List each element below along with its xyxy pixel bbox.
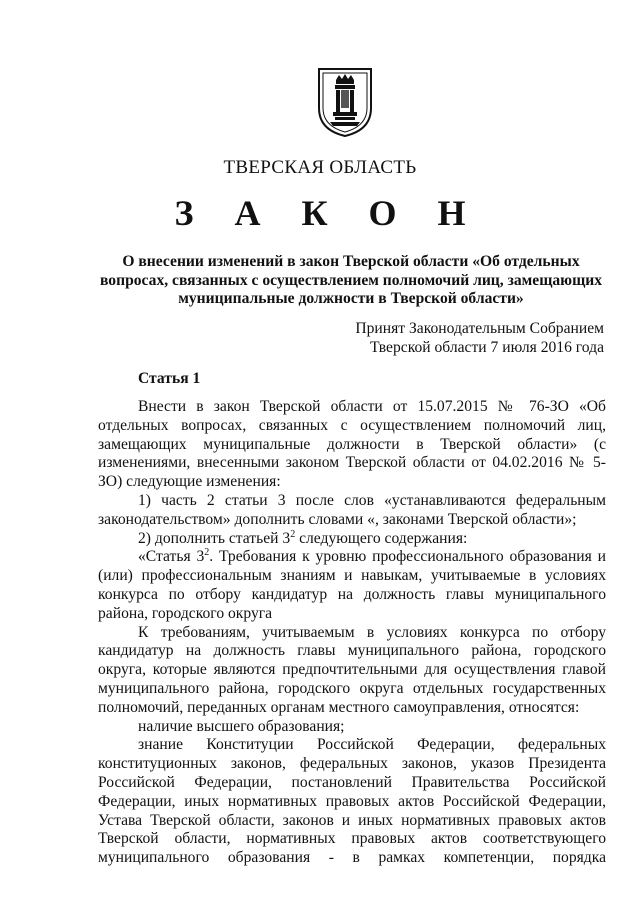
adoption-line-1: Принят Законодательным Собранием	[355, 320, 604, 337]
document-type-heading: З А К О Н	[174, 193, 482, 233]
coat-of-arms-icon	[316, 66, 374, 138]
region-title: ТВЕРСКАЯ ОБЛАСТЬ	[223, 157, 417, 178]
paragraph: 1) часть 2 статьи 3 после слов «устанавливаются федеральным законодательством» дополнить словами «, законами Тверской области»;	[98, 491, 606, 528]
paragraph: «Статья $3^2$. Требования к уровню профессионального образования и (или) профессиональным знаниям и навыкам, учитываемые в условиях конкурса по отбору кандидатур на должность главы муниципального района, городского округа	[98, 547, 606, 622]
law-subject: О внесении изменений в закон Тверской области «Об отдельных вопросах, связанных с осуществлением полномочий лиц, замещающих муниципальные должности в Тверской области»	[99, 253, 603, 307]
paragraph: наличие высшего образования;	[138, 717, 345, 735]
article-body	[98, 398, 606, 868]
adoption-line-2: Тверской области 7 июля 2016 года	[370, 339, 604, 356]
article-heading: Статья 1	[138, 370, 201, 387]
paragraph: Внести в закон Тверской области от 15.07.2015 № 76-ЗО «Об отдельных вопросах, связанных с осуществлением полномочий лиц, замещающих муниципальные должности в Тверской области» (с изменениями, внесенными законом Тверской области от 04.02.2016 № 5-ЗО) следующие изменения:	[98, 398, 606, 491]
paragraph: знание Конституции Российской Федерации, федеральных конституционных законов, федеральных законов, указов Президента Российской Федерации, постановлений Правительства Российской Федерации, иных нормативных правовых актов Российской Федерации, Устава Тверской области, законов и иных нормативных правовых актов Тверской области, нормативных правовых актов соответствующего муниципального образования - в рамках компетенции, порядка	[98, 736, 606, 867]
paragraph: 2) дополнить статьей $3^2$ следующего содержания:	[138, 528, 468, 547]
paragraph: К требованиям, учитываемым в условиях конкурса по отбору кандидатур на должность главы муниципального района, городского округа, которые являются предпочтительными для осуществления главой муниципального района, городского округа отдельных государственных полномочий, переданных органам местного самоуправления, относятся:	[98, 623, 606, 716]
adoption-note	[330, 319, 604, 357]
